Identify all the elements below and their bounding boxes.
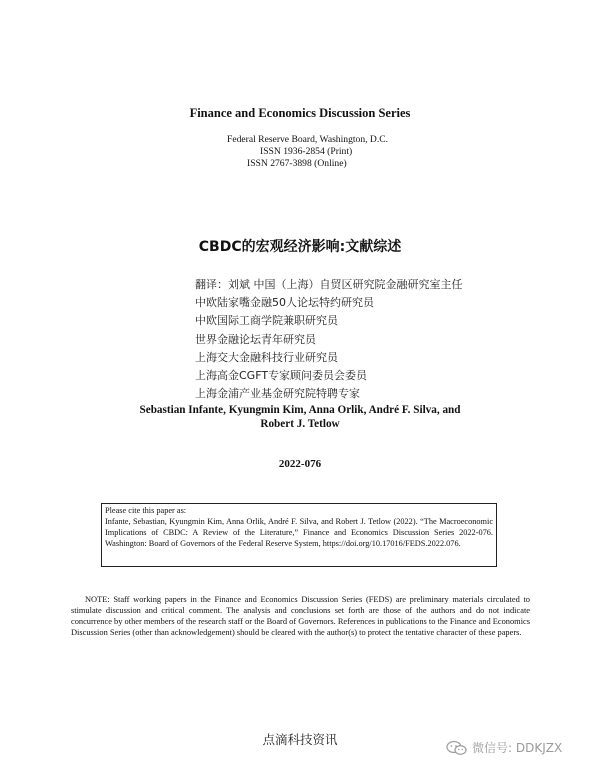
translator-line: 中欧国际工商学院兼职研究员	[195, 314, 338, 328]
translator-line: 翻译：刘斌 中国（上海）自贸区研究院金融研究室主任	[195, 278, 463, 291]
disclaimer-note: NOTE: Staff working papers in the Finance and Economics Discussion Series (FEDS) are preliminary materials circulated to stimulate discussion and critical comment. The analysis and conclusions set forth are those of the authors and do not indicate concurrence by other members of the research staff or the Board of Governors. References in publications to the Finance and Economics Discussion Series (other than acknowledgement) should be cleared with the author(s) to protect the tentative character of these papers.	[71, 595, 530, 638]
translator-line: 世界金融论坛青年研究员	[195, 332, 316, 346]
translator-line: 上海高金CGFT专家顾问委员会委员	[195, 369, 368, 383]
translator-info	[195, 276, 463, 403]
authors-line: Sebastian Infante, Kyungmin Kim, Anna Orlik, André F. Silva, and	[139, 404, 461, 416]
citation-text: Infante, Sebastian, Kyungmin Kim, Anna Orlik, André F. Silva, and Robert J. Tetlow (2022). “The Macroeconomic Implications of CBDC: A Review of the Literature,” Finance and Economics Discussion Series 2022-076. Washington: Board of Governors of the Federal Reserve System, https://doi.org/10.17016/FEDS.2022.076.	[105, 516, 493, 548]
issn-online: ISSN 2767-3898 (Online)	[247, 158, 347, 169]
publisher-line: Federal Reserve Board, Washington, D.C.	[227, 134, 389, 145]
citation-heading: Please cite this paper as:	[105, 506, 187, 515]
citation-box	[101, 503, 497, 567]
authors-line: Robert J. Tetlow	[260, 417, 340, 430]
translator-line: 上海金浦产业基金研究院特聘专家	[195, 387, 360, 401]
translator-line: 上海交大金融科技行业研究员	[195, 350, 338, 364]
wechat-icon	[446, 740, 468, 756]
wechat-label: 微信号: DDKJZX	[472, 741, 563, 755]
source-label: 点滴科技资讯	[262, 732, 338, 747]
author-list	[0, 404, 600, 431]
issn-print: ISSN 1936-2854 (Print)	[260, 146, 353, 157]
wechat-watermark	[446, 739, 562, 756]
series-title: Finance and Economics Discussion Series	[189, 106, 411, 120]
paper-title-cn: CBDC的宏观经济影响:文献综述	[198, 239, 402, 255]
paper-number: 2022-076	[278, 458, 322, 470]
translator-line: 中欧陆家嘴金融50人论坛特约研究员	[195, 296, 374, 310]
